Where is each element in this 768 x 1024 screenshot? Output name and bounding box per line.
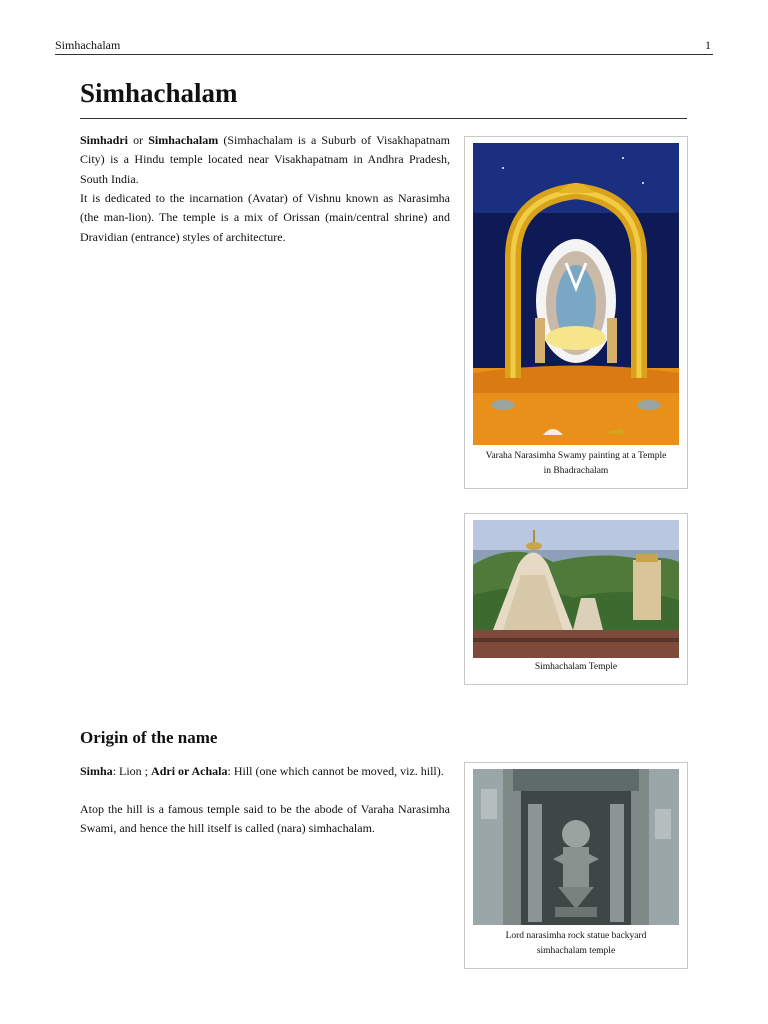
term-adri: Adri or Achala bbox=[151, 764, 228, 778]
connector-text: or bbox=[128, 133, 149, 147]
statue-image[interactable] bbox=[473, 769, 679, 925]
origin-paragraph-2: Atop the hill is a famous temple said to be the abode of Varaha Narasimha Swami, and hence the hill itself is called (nara) simhachalam. bbox=[80, 802, 450, 836]
figure-temple bbox=[464, 513, 688, 685]
figure-painting bbox=[464, 136, 688, 489]
definition-text: : Hill (one which cannot be moved, viz. hill). bbox=[227, 764, 444, 778]
intro-paragraph-2: It is dedicated to the incarnation (Avatar) of Vishnu known as Narasimha (the man-lion). The temple is a mix of Orissan (main/central shrine) and Dravidian (entrance) styles of architecture. bbox=[80, 191, 450, 244]
section-heading: Origin of the name bbox=[80, 728, 218, 747]
title-divider bbox=[80, 118, 687, 119]
page-number: 1 bbox=[705, 38, 711, 52]
intro-text: (Simhachalam is a Suburb of Visakhapatnam City) is a Hindu temple located near Visakhapatnam in Andhra Pradesh, South India. bbox=[80, 133, 450, 186]
running-header-title: Simhachalam bbox=[55, 38, 121, 52]
header-divider bbox=[55, 54, 713, 55]
term-simhachalam: Simhachalam bbox=[148, 133, 219, 147]
separator-text: : Lion ; bbox=[112, 764, 152, 778]
origin-paragraph-1 bbox=[80, 762, 450, 781]
term-simha: Simha bbox=[80, 764, 113, 778]
caption-statue: Lord narasimha rock statue backyard simhachalam temple bbox=[505, 931, 647, 956]
intro-paragraph-1 bbox=[80, 131, 450, 189]
temple-image[interactable] bbox=[473, 520, 679, 658]
figure-statue bbox=[464, 762, 688, 969]
page-title: Simhachalam bbox=[80, 78, 238, 108]
caption-temple: Simhachalam Temple bbox=[534, 662, 618, 672]
painting-image[interactable] bbox=[473, 143, 679, 445]
caption-painting: Varaha Narasimha Swamy painting at a Temple in Bhadrachalam bbox=[485, 451, 667, 476]
term-simhadri: Simhadri bbox=[80, 133, 129, 147]
